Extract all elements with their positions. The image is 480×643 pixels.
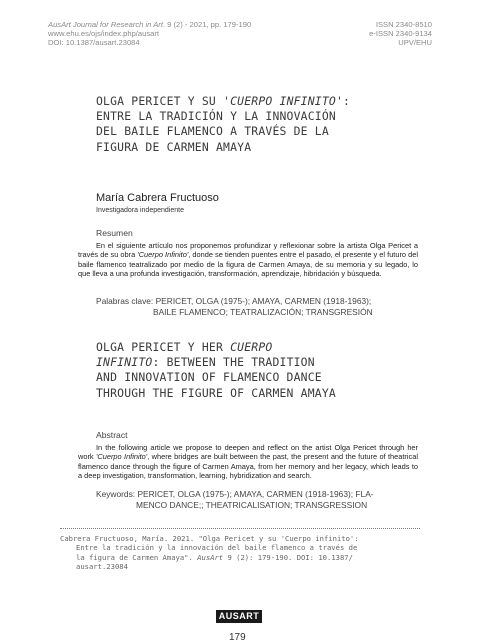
keywords-english: Keywords: PERICET, OLGA (1975-); AMAYA, CARMEN (1918-1963); FLA- MENCO DANCE;; THEATRICALISATION; TRANSGRESSION bbox=[96, 489, 374, 510]
journal-header-right bbox=[369, 20, 432, 48]
resumen-text: En el siguiente artículo nos proponemos profundizar y reflexionar sobre la artista Olga Pericet a través de su obra 'Cuerpo Infinito', donde se tienden puentes entre el pasado, el presente y el futuro del baile flamenco teatralizado por medio de la figura de Carmen Amaya, de su memoria y su legado, lo que lleva a una profunda investigación, transformación, aprendizaje, hibridación y búsqueda. bbox=[78, 241, 418, 278]
keywords-spanish: Palabras clave: PERICET, OLGA (1975-); AMAYA, CARMEN (1918-1963); BAILE FLAMENCO; TEATRALIZACIÓN; TRANSGRESIÓN bbox=[96, 296, 373, 317]
article-title-english: OLGA PERICET Y HER CUERPO INFINITO: BETWEEN THE TRADITION AND INNOVATION OF FLAMENCO DANCE THROUGH THE FIGURE OF CARMEN AMAYA bbox=[96, 340, 336, 400]
page-number: 179 bbox=[229, 632, 246, 643]
journal-doi: DOI: 10.1387/ausart.23084 bbox=[48, 38, 140, 48]
journal-header-left bbox=[48, 20, 251, 48]
publisher: UPV/EHU bbox=[398, 38, 432, 48]
resumen-heading: Resumen bbox=[96, 228, 133, 238]
article-title-spanish: OLGA PERICET Y SU 'CUERPO INFINITO': ENTRE LA TRADICIÓN Y LA INNOVACIÓN DEL BAILE FLAMENCO A TRAVÉS DE LA FIGURA DE CARMEN AMAYA bbox=[96, 94, 351, 154]
citation-block: Cabrera Fructuoso, María. 2021. "Olga Pericet y su 'Cuerpo infinito': Entre la tradición y la innovación del baile flamenco a través de la figura de Carmen Amaya". AusArt 9 (2): 179-190. DOI: 10.1387/ ausart.23084 bbox=[60, 534, 359, 572]
author-name: María Cabrera Fructuoso bbox=[96, 192, 219, 204]
journal-name: AusArt Journal for Research in Art bbox=[48, 20, 163, 29]
abstract-heading: Abstract bbox=[96, 430, 128, 440]
abstract-text: In the following article we propose to deepen and reflect on the artist Olga Pericet through her work 'Cuerpo Infinito', where bridges are built between the past, the present and the future of theatrical flamenco dance through the figure of Carmen Amaya, from her memory and her legacy, which leads to a deep investigation, transformation, learning, hybridization and search. bbox=[78, 443, 418, 480]
dotted-divider bbox=[60, 528, 420, 529]
eissn: e-ISSN 2340-9134 bbox=[369, 29, 432, 39]
journal-volume-pages: . 9 (2) - 2021, pp. 179-190 bbox=[162, 20, 252, 29]
keywords-label: Palabras clave: bbox=[96, 296, 156, 306]
issn: ISSN 2340-8510 bbox=[375, 20, 432, 29]
keywords-label: Keywords: bbox=[96, 489, 138, 499]
ausart-logo: AUSART bbox=[216, 610, 262, 623]
author-affiliation: Investigadora independiente bbox=[96, 207, 184, 214]
journal-url: www.ehu.es/ojs/index.php/ausart bbox=[48, 29, 160, 39]
